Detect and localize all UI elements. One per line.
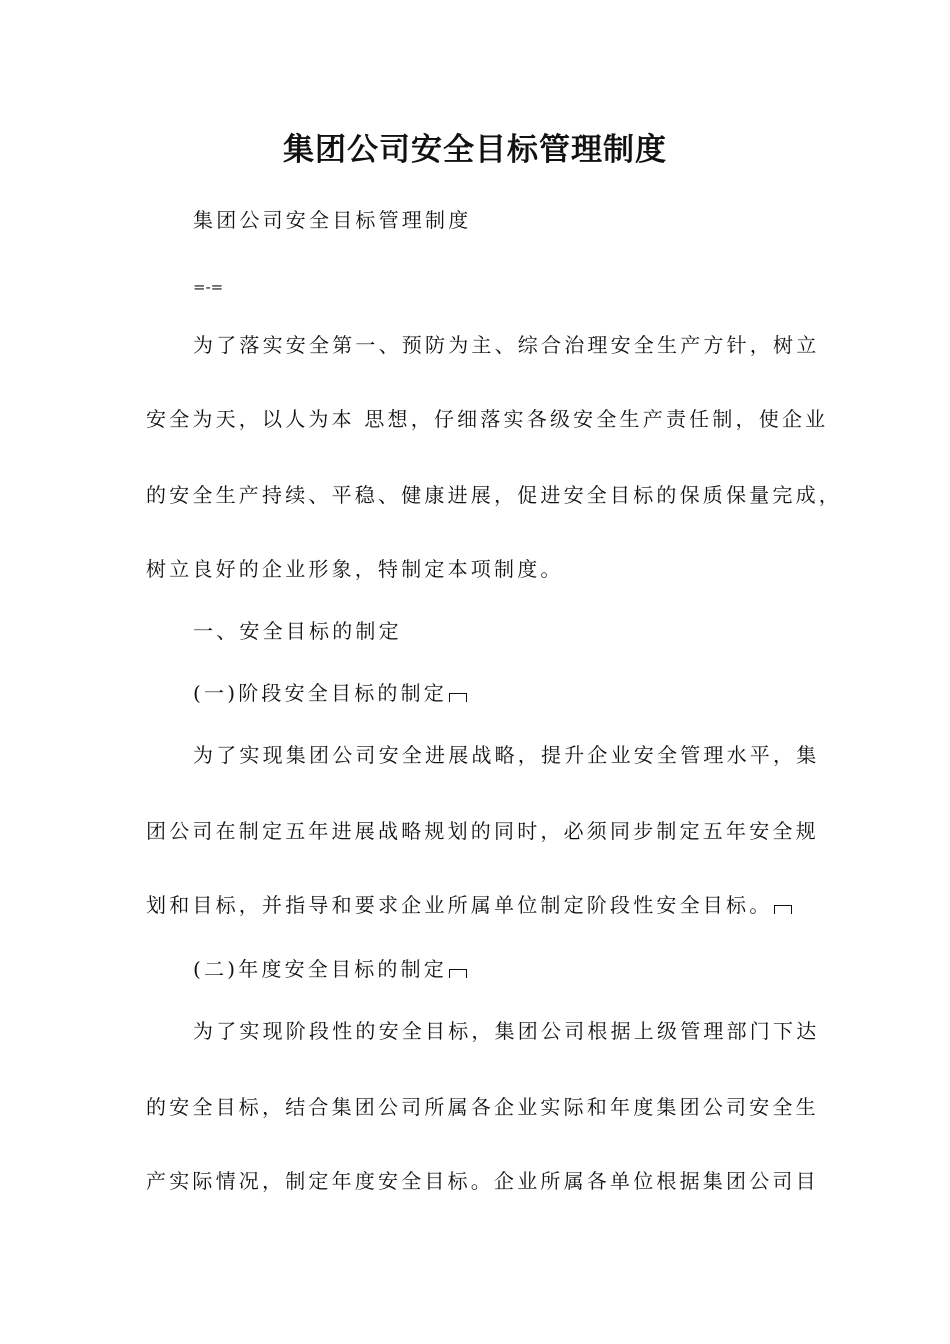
paragraph-line: 团公司在制定五年进展战略规划的同时，必须同步制定五年安全规 [146, 819, 819, 843]
subsection-heading [193, 954, 467, 984]
paragraph-line: 为了落实安全第一、预防为主、综合治理安全生产方针，树立 [193, 333, 820, 357]
paragraph-line-text: 划和目标，并指导和要求企业所属单位制定阶段性安全目标。 [146, 893, 773, 917]
subsection-heading [193, 678, 467, 708]
document-title: 集团公司安全目标管理制度 [283, 132, 667, 168]
paragraph-line: 树立良好的企业形象，特制定本项制度。 [146, 557, 564, 581]
paragraph-line: 产实际情况，制定年度安全目标。企业所属各单位根据集团公司目 [146, 1169, 819, 1193]
paragraph-line: 为了实现集团公司安全进展战略，提升企业安全管理水平，集 [193, 743, 820, 767]
separator-mark: =-= [193, 278, 224, 296]
paragraph-line: 的安全目标，结合集团公司所属各企业实际和年度集团公司安全生 [146, 1095, 819, 1119]
section-heading: 一、安全目标的制定 [193, 619, 402, 643]
paragraph-line [146, 890, 792, 920]
document-subtitle: 集团公司安全目标管理制度 [193, 208, 472, 232]
bracket-mark-icon [449, 693, 467, 702]
bracket-mark-icon [774, 905, 792, 914]
paragraph-line: 为了实现阶段性的安全目标，集团公司根据上级管理部门下达 [193, 1019, 820, 1043]
paragraph-line: 的安全生产持续、平稳、健康进展，促进安全目标的保质保量完成， [146, 483, 842, 507]
subsection-heading-text: (一)阶段安全目标的制定 [193, 681, 448, 705]
bracket-mark-icon [449, 969, 467, 978]
paragraph-line: 安全为天，以人为本 思想，仔细落实各级安全生产责任制，使企业 [146, 407, 829, 431]
subsection-heading-text: (二)年度安全目标的制定 [193, 957, 448, 981]
